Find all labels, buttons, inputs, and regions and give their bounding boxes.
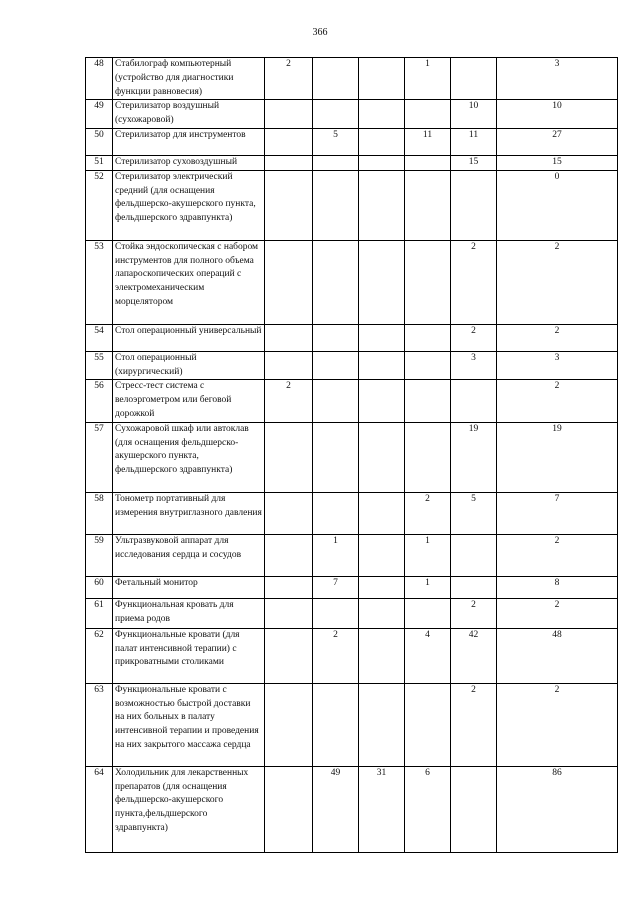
total-cell: 3 xyxy=(497,351,618,380)
value-cell xyxy=(313,683,359,766)
value-cell xyxy=(359,628,405,683)
row-number: 49 xyxy=(86,100,113,129)
row-number: 52 xyxy=(86,170,113,240)
value-cell xyxy=(265,100,313,129)
item-name: Стол операционный (хирургический) xyxy=(113,351,265,380)
total-cell: 2 xyxy=(497,683,618,766)
value-cell xyxy=(405,380,451,422)
value-cell xyxy=(451,58,497,100)
value-cell: 1 xyxy=(405,576,451,598)
row-number: 60 xyxy=(86,576,113,598)
value-cell xyxy=(405,324,451,351)
value-cell: 49 xyxy=(313,766,359,852)
value-cell xyxy=(313,598,359,628)
value-cell xyxy=(359,128,405,155)
row-number: 64 xyxy=(86,766,113,852)
value-cell xyxy=(313,324,359,351)
item-name: Функциональные кровати с возможностью быстрой доставки на них больных в палату интенсивной терапии и проведения на них закрытого массажа сердца xyxy=(113,683,265,766)
value-cell xyxy=(313,240,359,324)
total-cell: 15 xyxy=(497,155,618,170)
table-row xyxy=(86,240,618,324)
value-cell: 2 xyxy=(451,240,497,324)
value-cell xyxy=(265,422,313,492)
item-name: Стойка эндоскопическая с набором инструментов для полного объема лапароскопических операций с электромеханическим морцелятором xyxy=(113,240,265,324)
value-cell: 2 xyxy=(313,628,359,683)
item-name: Холодильник для лекарственных препаратов (для оснащения фельдшерско-акушерского пункта,фельдшерского здравпункта) xyxy=(113,766,265,852)
table-row xyxy=(86,155,618,170)
row-number: 50 xyxy=(86,128,113,155)
value-cell xyxy=(359,576,405,598)
value-cell xyxy=(265,683,313,766)
value-cell xyxy=(405,598,451,628)
total-cell: 2 xyxy=(497,534,618,576)
value-cell xyxy=(451,170,497,240)
item-name: Функциональная кровать для приема родов xyxy=(113,598,265,628)
total-cell: 19 xyxy=(497,422,618,492)
value-cell xyxy=(405,422,451,492)
total-cell: 8 xyxy=(497,576,618,598)
value-cell: 3 xyxy=(451,351,497,380)
value-cell xyxy=(313,100,359,129)
value-cell xyxy=(405,100,451,129)
item-name: Стресс-тест система с велоэргометром или беговой дорожкой xyxy=(113,380,265,422)
equipment-table xyxy=(85,57,618,853)
total-cell: 10 xyxy=(497,100,618,129)
value-cell xyxy=(359,351,405,380)
total-cell: 27 xyxy=(497,128,618,155)
value-cell: 6 xyxy=(405,766,451,852)
table-row xyxy=(86,766,618,852)
total-cell: 0 xyxy=(497,170,618,240)
value-cell xyxy=(359,534,405,576)
total-cell: 48 xyxy=(497,628,618,683)
value-cell: 5 xyxy=(451,492,497,534)
value-cell xyxy=(313,58,359,100)
table-row xyxy=(86,576,618,598)
value-cell: 11 xyxy=(405,128,451,155)
value-cell xyxy=(313,351,359,380)
row-number: 61 xyxy=(86,598,113,628)
page-number: 366 xyxy=(312,27,328,38)
row-number: 62 xyxy=(86,628,113,683)
value-cell xyxy=(451,576,497,598)
table-row xyxy=(86,100,618,129)
value-cell xyxy=(405,351,451,380)
item-name: Стерилизатор воздушный (сухожаровой) xyxy=(113,100,265,129)
value-cell: 31 xyxy=(359,766,405,852)
value-cell: 2 xyxy=(451,324,497,351)
value-cell xyxy=(359,155,405,170)
value-cell xyxy=(265,240,313,324)
row-number: 57 xyxy=(86,422,113,492)
value-cell: 1 xyxy=(313,534,359,576)
value-cell xyxy=(265,628,313,683)
value-cell xyxy=(359,422,405,492)
table-row xyxy=(86,324,618,351)
item-name: Стерилизатор суховоздушный xyxy=(113,155,265,170)
value-cell xyxy=(313,155,359,170)
value-cell xyxy=(359,683,405,766)
value-cell xyxy=(359,324,405,351)
row-number: 51 xyxy=(86,155,113,170)
item-name: Стерилизатор для инструментов xyxy=(113,128,265,155)
total-cell: 7 xyxy=(497,492,618,534)
value-cell xyxy=(265,576,313,598)
total-cell: 3 xyxy=(497,58,618,100)
row-number: 59 xyxy=(86,534,113,576)
value-cell xyxy=(265,766,313,852)
value-cell xyxy=(405,155,451,170)
value-cell xyxy=(265,170,313,240)
row-number: 54 xyxy=(86,324,113,351)
value-cell xyxy=(265,351,313,380)
value-cell xyxy=(451,534,497,576)
value-cell xyxy=(313,380,359,422)
value-cell: 2 xyxy=(451,598,497,628)
item-name: Сухожаровой шкаф или автоклав (для оснащения фельдшерско-акушерского пункта, фельдшерского здравпункта) xyxy=(113,422,265,492)
value-cell xyxy=(405,683,451,766)
value-cell: 2 xyxy=(265,380,313,422)
value-cell xyxy=(313,422,359,492)
value-cell xyxy=(265,324,313,351)
row-number: 58 xyxy=(86,492,113,534)
value-cell xyxy=(359,58,405,100)
item-name: Функциональные кровати (для палат интенсивной терапии) с прикроватными столиками xyxy=(113,628,265,683)
value-cell: 1 xyxy=(405,58,451,100)
value-cell: 11 xyxy=(451,128,497,155)
value-cell: 2 xyxy=(405,492,451,534)
value-cell xyxy=(451,380,497,422)
total-cell: 2 xyxy=(497,240,618,324)
table-row xyxy=(86,422,618,492)
value-cell xyxy=(405,240,451,324)
total-cell: 2 xyxy=(497,324,618,351)
value-cell xyxy=(359,492,405,534)
table-row xyxy=(86,534,618,576)
row-number: 48 xyxy=(86,58,113,100)
value-cell xyxy=(359,100,405,129)
table-row xyxy=(86,58,618,100)
value-cell xyxy=(359,170,405,240)
value-cell xyxy=(359,380,405,422)
table-row xyxy=(86,380,618,422)
value-cell xyxy=(405,170,451,240)
value-cell: 15 xyxy=(451,155,497,170)
value-cell: 2 xyxy=(451,683,497,766)
row-number: 55 xyxy=(86,351,113,380)
value-cell xyxy=(451,766,497,852)
value-cell: 42 xyxy=(451,628,497,683)
item-name: Стабилограф компьютерный (устройство для диагностики функции равновесия) xyxy=(113,58,265,100)
item-name: Фетальный монитор xyxy=(113,576,265,598)
total-cell: 2 xyxy=(497,598,618,628)
item-name: Ультразвуковой аппарат для исследования сердца и сосудов xyxy=(113,534,265,576)
value-cell xyxy=(359,240,405,324)
value-cell xyxy=(313,492,359,534)
table-row xyxy=(86,492,618,534)
row-number: 63 xyxy=(86,683,113,766)
value-cell xyxy=(313,170,359,240)
table-row xyxy=(86,170,618,240)
item-name: Стол операционный универсальный xyxy=(113,324,265,351)
value-cell xyxy=(265,128,313,155)
table-row xyxy=(86,628,618,683)
total-cell: 2 xyxy=(497,380,618,422)
value-cell xyxy=(265,492,313,534)
value-cell xyxy=(265,155,313,170)
table-row xyxy=(86,128,618,155)
total-cell: 86 xyxy=(497,766,618,852)
value-cell: 19 xyxy=(451,422,497,492)
table-row xyxy=(86,598,618,628)
item-name: Тонометр портативный для измерения внутриглазного давления xyxy=(113,492,265,534)
value-cell: 4 xyxy=(405,628,451,683)
value-cell: 1 xyxy=(405,534,451,576)
item-name: Стерилизатор электрический средний (для оснащения фельдшерско-акушерского пункта, фельдшерского здравпункта) xyxy=(113,170,265,240)
value-cell: 7 xyxy=(313,576,359,598)
value-cell xyxy=(359,598,405,628)
value-cell xyxy=(265,598,313,628)
value-cell xyxy=(265,534,313,576)
row-number: 53 xyxy=(86,240,113,324)
row-number: 56 xyxy=(86,380,113,422)
value-cell: 5 xyxy=(313,128,359,155)
table-row xyxy=(86,351,618,380)
value-cell: 2 xyxy=(265,58,313,100)
table-row xyxy=(86,683,618,766)
value-cell: 10 xyxy=(451,100,497,129)
